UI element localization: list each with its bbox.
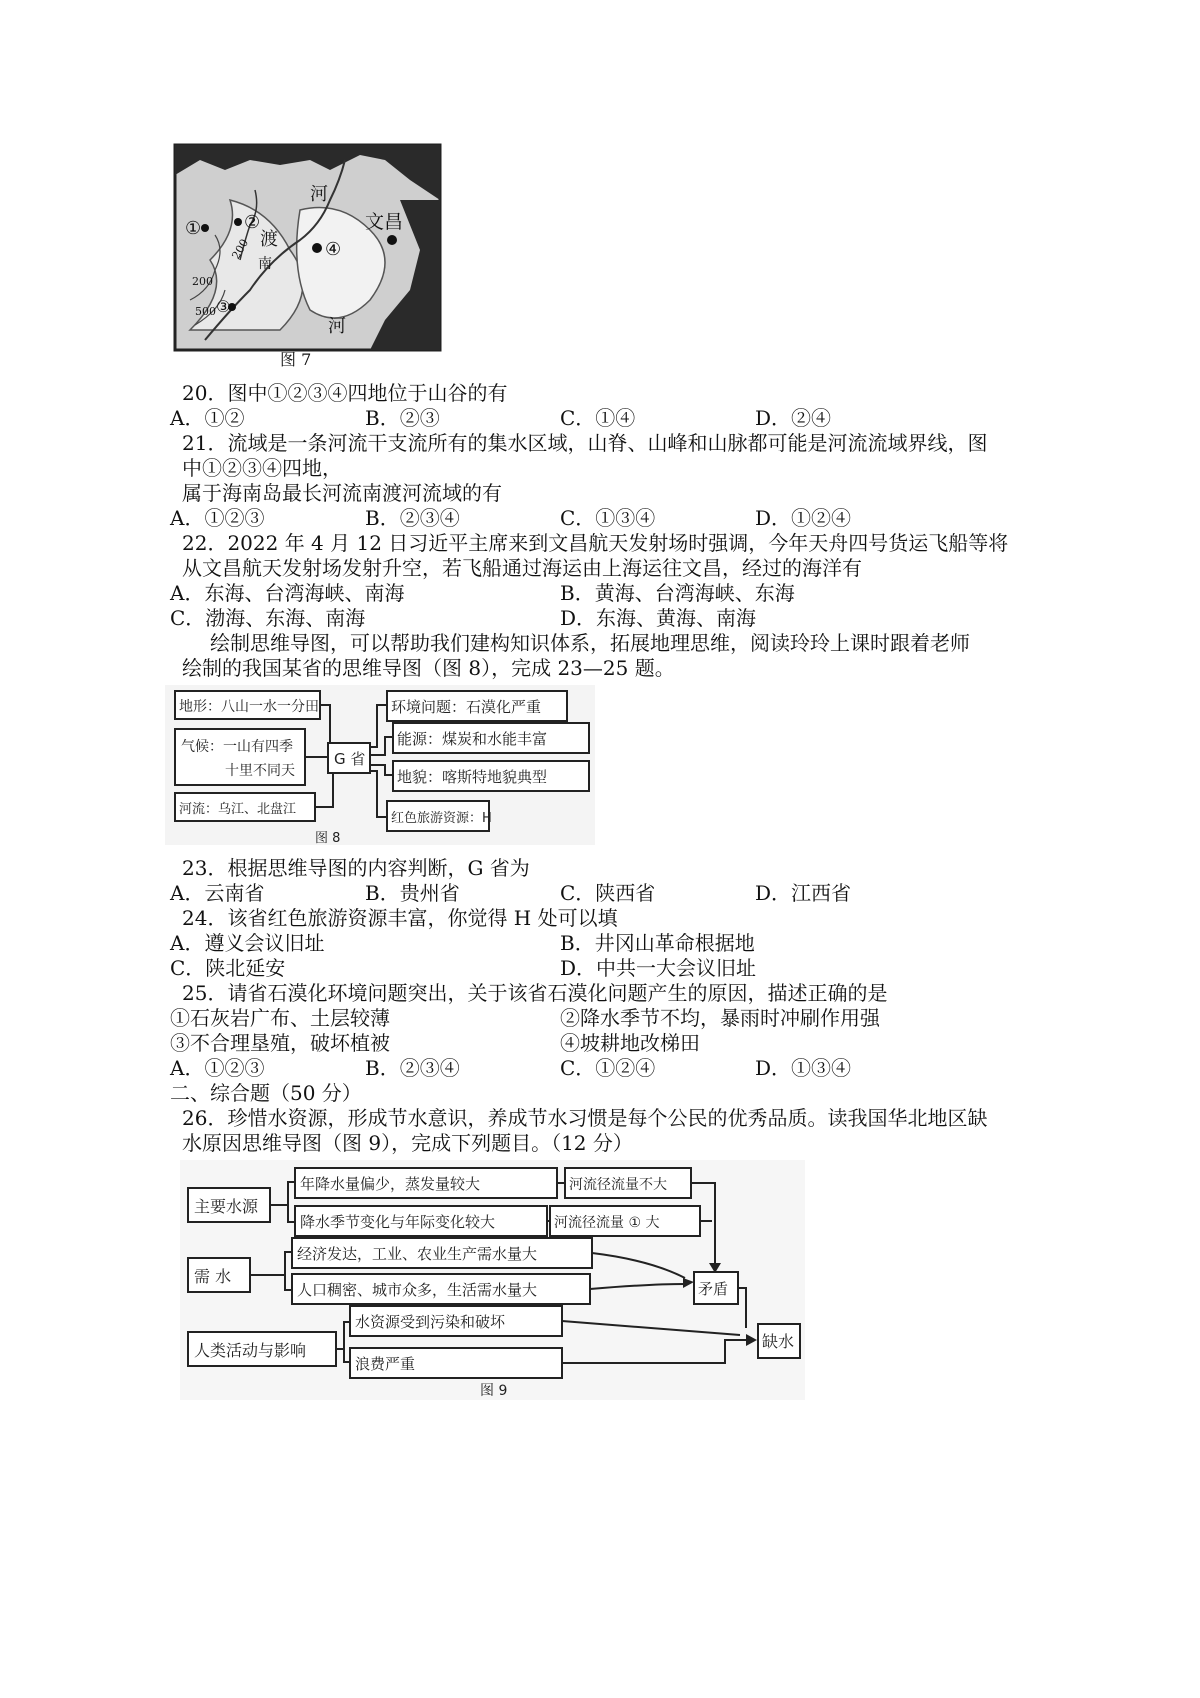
text-climate-1: 气候：一山有四季: [181, 739, 293, 755]
wenchang-marker: [387, 235, 397, 245]
q20-option-b: B．②③: [365, 406, 440, 430]
text-main-source: 主要水源: [194, 1197, 259, 1216]
q21-stem-line-1: 21．流域是一条河流干支流所有的集水区域，山脊、山峰和山脉都可能是河流流域界线，图: [182, 431, 988, 455]
q25-option-c: C．①②④: [560, 1056, 656, 1080]
label-he-1: 河: [310, 184, 328, 205]
fig8-caption: 图 8: [315, 831, 341, 845]
label-p4: ④: [325, 239, 342, 260]
q26-stem-line-2: 水原因思维导图（图 9），完成下列题目。（12 分）: [182, 1131, 633, 1155]
q21-option-b: B．②③④: [365, 506, 460, 530]
q24-stem: 24．该省红色旅游资源丰富，你觉得 H 处可以填: [182, 906, 618, 930]
contour-label-2: 200: [192, 275, 213, 288]
text-b6: 浪费严重: [355, 1355, 416, 1373]
q26-stem-line-1: 26．珍惜水资源，形成节水意识，养成节水习惯是每个公民的优秀品质。读我国华北地区缺: [182, 1106, 988, 1130]
q22-stem-line-1: 22．2022 年 4 月 12 日习近平主席来到文昌航天发射场时强调，今年天舟四号货运飞船等将: [182, 531, 1009, 555]
figure-7: [170, 140, 445, 370]
figure-9: [180, 1160, 805, 1400]
q23-stem: 23．根据思维导图的内容判断，G 省为: [182, 856, 530, 880]
contour-label-3: 500: [195, 305, 216, 318]
label-p2: ②: [244, 212, 261, 233]
fig7-caption: 图 7: [280, 350, 312, 369]
mindmap-fig8: [165, 685, 595, 845]
label-p3: ③: [216, 297, 231, 316]
q22-option-b: B．黄海、台湾海峡、东海: [560, 581, 795, 605]
q25-item-1: ①石灰岩广布、土层较薄: [170, 1006, 390, 1030]
mindmap-fig9: [180, 1160, 805, 1400]
q21-stem-line-2: 中①②③④四地，: [182, 456, 342, 480]
q22-option-c: C．渤海、东海、南海: [170, 606, 366, 630]
q23-option-b: B．贵州省: [365, 881, 460, 905]
q20-option-d: D．②④: [755, 406, 832, 430]
intro-line-2: 绘制的我国某省的思维导图（图 8），完成 23—25 题。: [182, 656, 675, 680]
text-b1: 年降水量偏少，蒸发量较大: [300, 1175, 481, 1193]
text-energy: 能源：煤炭和水能丰富: [397, 730, 548, 748]
text-red: 红色旅游资源：H: [391, 811, 492, 826]
point-1-marker: [201, 224, 209, 232]
label-du: 渡: [260, 229, 278, 250]
text-human: 人类活动与影响: [194, 1341, 307, 1360]
text-contradiction: 矛盾: [698, 1280, 729, 1298]
text-landform: 地貌：喀斯特地貌典型: [397, 768, 548, 786]
text-shortage: 缺水: [762, 1332, 795, 1351]
label-he-2: 河: [328, 316, 346, 337]
text-climate-2: 十里不同天: [225, 763, 295, 779]
text-demand: 需 水: [194, 1267, 232, 1286]
contour-label-1: 200: [229, 236, 252, 262]
label-nan: 南: [258, 256, 272, 272]
label-p1: ①: [185, 218, 202, 239]
q22-option-a: A．东海、台湾海峡、南海: [170, 581, 405, 605]
q24-option-b: B．井冈山革命根据地: [560, 931, 755, 955]
q25-option-a: A．①②③: [170, 1056, 265, 1080]
text-river: 河流：乌江、北盘江: [179, 802, 297, 817]
label-wenchang: 文昌: [365, 211, 404, 233]
q20-stem: 20．图中①②③④四地位于山谷的有: [182, 381, 508, 405]
q25-option-b: B．②③④: [365, 1056, 460, 1080]
point-2-marker: [234, 218, 242, 226]
q24-option-a: A．遵义会议旧址: [170, 931, 325, 955]
text-terrain: 地形：八山一水一分田: [179, 699, 319, 715]
q25-stem: 25．请省石漠化环境问题突出，关于该省石漠化问题产生的原因，描述正确的是: [182, 981, 888, 1005]
figure-8: [165, 685, 595, 845]
text-r2: 河流径流量 ① 大: [554, 1215, 660, 1231]
q20-option-a: A．①②: [170, 406, 245, 430]
text-b5: 水资源受到污染和破坏: [355, 1313, 506, 1331]
q25-item-2: ②降水季节不均，暴雨时冲刷作用强: [560, 1006, 880, 1030]
q24-option-d: D．中共一大会议旧址: [560, 956, 757, 980]
q22-option-d: D．东海、黄海、南海: [560, 606, 757, 630]
map-fig7: [170, 140, 445, 370]
text-center: G 省: [334, 750, 366, 768]
fig9-caption: 图 9: [480, 1383, 508, 1399]
q20-option-c: C．①④: [560, 406, 636, 430]
text-b4: 人口稠密、城市众多，生活需水量大: [297, 1281, 538, 1299]
q23-option-c: C．陕西省: [560, 881, 656, 905]
q24-option-c: C．陕北延安: [170, 956, 286, 980]
intro-line-1: 绘制思维导图，可以帮助我们建构知识体系，拓展地理思维，阅读玲玲上课时跟着老师: [210, 631, 970, 655]
q23-option-a: A．云南省: [170, 881, 265, 905]
point-4-marker: [312, 243, 322, 253]
q22-stem-line-2: 从文昌航天发射场发射升空，若飞船通过海运由上海运往文昌，经过的海洋有: [182, 556, 862, 580]
q21-option-d: D．①②④: [755, 506, 852, 530]
q25-option-d: D．①③④: [755, 1056, 852, 1080]
q25-item-4: ④坡耕地改梯田: [560, 1031, 700, 1055]
q21-option-c: C．①③④: [560, 506, 656, 530]
q21-option-a: A．①②③: [170, 506, 265, 530]
text-r1: 河流径流量不大: [569, 1177, 667, 1193]
q23-option-d: D．江西省: [755, 881, 852, 905]
section-2-heading: 二、综合题（50 分）: [170, 1081, 362, 1105]
text-b3: 经济发达，工业、农业生产需水量大: [297, 1245, 538, 1263]
q21-stem-line-3: 属于海南岛最长河流南渡河流域的有: [182, 481, 502, 505]
text-env: 环境问题：石漠化严重: [391, 698, 542, 716]
q25-item-3: ③不合理垦殖，破坏植被: [170, 1031, 390, 1055]
text-b2: 降水季节变化与年际变化较大: [300, 1213, 496, 1231]
